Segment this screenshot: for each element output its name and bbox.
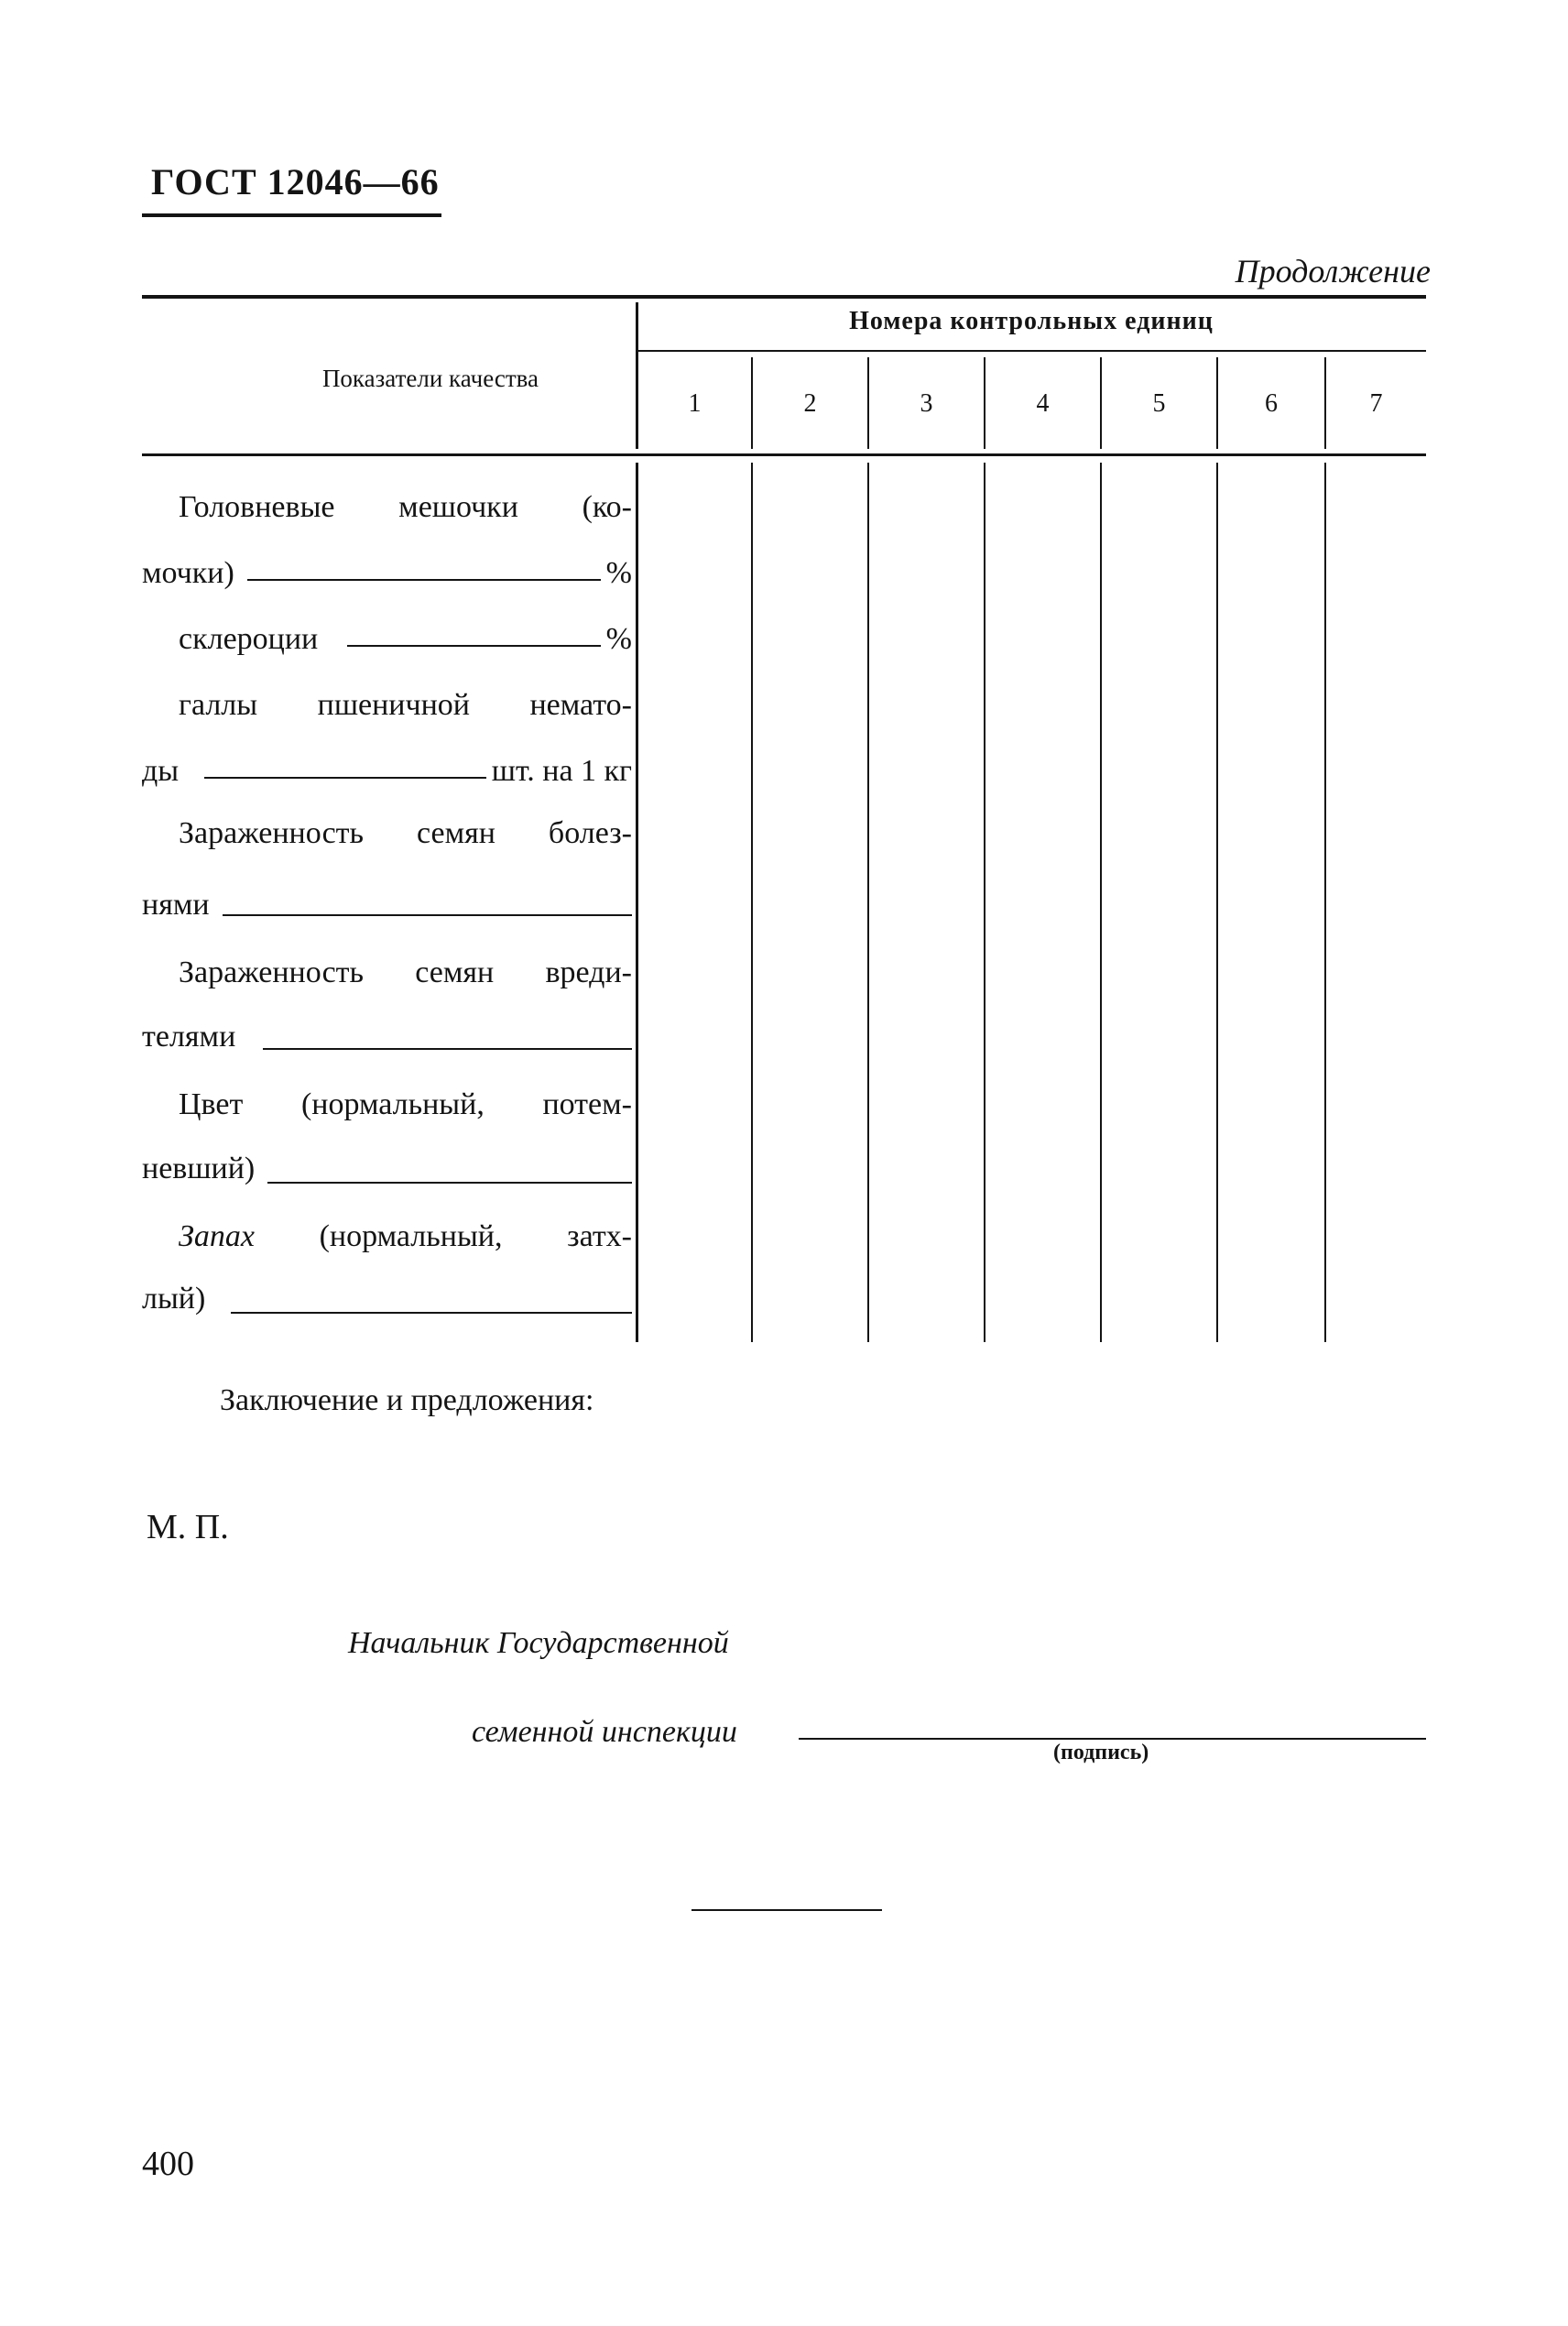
- row-text: галлы: [179, 688, 258, 722]
- row-text: Цвет: [179, 1087, 244, 1121]
- row-smell-line2: [142, 1281, 632, 1317]
- row-text: болез-: [548, 816, 632, 850]
- row-pests-line2: [142, 1019, 632, 1055]
- row-text: пшеничной: [317, 688, 470, 722]
- row-text: немато-: [529, 688, 632, 722]
- col-divider-main: [636, 463, 638, 1342]
- fill-line: [263, 1048, 632, 1050]
- end-rule: [691, 1909, 882, 1911]
- col-divider-main: [636, 302, 638, 449]
- column-number: 5: [1152, 389, 1166, 418]
- row-text: (нормальный,: [300, 1087, 485, 1121]
- column-number: 1: [688, 389, 702, 418]
- row-text: ды: [142, 754, 180, 788]
- row-text: лый): [142, 1282, 206, 1316]
- continuation-label: Продолжение: [1235, 253, 1431, 289]
- standard-number: ГОСТ 12046—66: [151, 161, 440, 202]
- fill-line: [347, 645, 600, 647]
- quality-indicators-header: Показатели качества: [321, 365, 539, 392]
- row-text: Зараженность: [179, 956, 365, 989]
- row-text: (нормальный,: [319, 1219, 503, 1253]
- row-disease-line2: [142, 887, 632, 923]
- row-text: невший): [142, 1152, 256, 1185]
- conclusion-label: Заключение и предложения:: [220, 1383, 594, 1417]
- fill-line: [223, 914, 632, 916]
- row-text: мешочки: [398, 490, 518, 524]
- row-text: склероции: [179, 622, 319, 656]
- signature-caption: (подпись): [1053, 1741, 1149, 1764]
- col-divider: [867, 463, 869, 1342]
- row-text: потем-: [542, 1087, 632, 1121]
- signatory-title-line2: семенной инспекции: [472, 1715, 737, 1749]
- signatory-title-line1: Начальник Государственной: [348, 1626, 729, 1660]
- row-text: нями: [142, 888, 210, 922]
- col-divider: [1324, 463, 1326, 1342]
- row-smell-line1: [142, 1218, 632, 1255]
- stamp-place-label: М. П.: [147, 1508, 229, 1546]
- standard-underline: [142, 213, 441, 217]
- units-header-rule: [637, 350, 1426, 352]
- row-galls-line1: [142, 687, 632, 724]
- row-text: Запах: [179, 1219, 255, 1253]
- column-number: 6: [1265, 389, 1278, 418]
- row-color-line1: [142, 1087, 632, 1123]
- column-number: 4: [1036, 389, 1050, 418]
- unit-label: %: [605, 556, 632, 590]
- row-color-line2: [142, 1151, 632, 1187]
- row-smut-line2: [142, 555, 632, 592]
- row-galls-line2: [142, 753, 632, 790]
- row-text: семян: [417, 816, 495, 850]
- column-number: 7: [1369, 389, 1383, 418]
- column-number: 2: [803, 389, 817, 418]
- row-text: мочки): [142, 556, 234, 590]
- row-text: вреди-: [545, 956, 632, 989]
- row-text: телями: [142, 1020, 236, 1054]
- row-disease-line1: [142, 815, 632, 852]
- table-header-bottom-rule: [142, 453, 1426, 456]
- col-divider: [1100, 463, 1102, 1342]
- row-sclerotia: [142, 621, 632, 658]
- page-number: 400: [142, 2145, 194, 2183]
- row-text: затх-: [567, 1219, 632, 1253]
- col-divider: [1216, 463, 1218, 1342]
- fill-line: [267, 1182, 632, 1184]
- fill-line: [204, 777, 486, 779]
- row-text: Головневые: [179, 490, 335, 524]
- col-divider: [751, 463, 753, 1342]
- row-text: семян: [415, 956, 495, 989]
- fill-line: [231, 1312, 632, 1314]
- unit-label: %: [605, 622, 632, 656]
- row-smut-line1: [142, 489, 632, 526]
- fill-line: [247, 579, 601, 581]
- column-number: 3: [920, 389, 933, 418]
- unit-label: шт. на 1 кг: [491, 754, 632, 788]
- signature-line: [799, 1738, 1426, 1740]
- row-pests-line1: [142, 955, 632, 991]
- col-divider: [984, 463, 985, 1342]
- control-units-header: Номера контрольных единиц: [849, 307, 1214, 335]
- table-top-rule: [142, 295, 1426, 299]
- row-text: Зараженность: [179, 816, 365, 850]
- row-text: (ко-: [582, 490, 632, 524]
